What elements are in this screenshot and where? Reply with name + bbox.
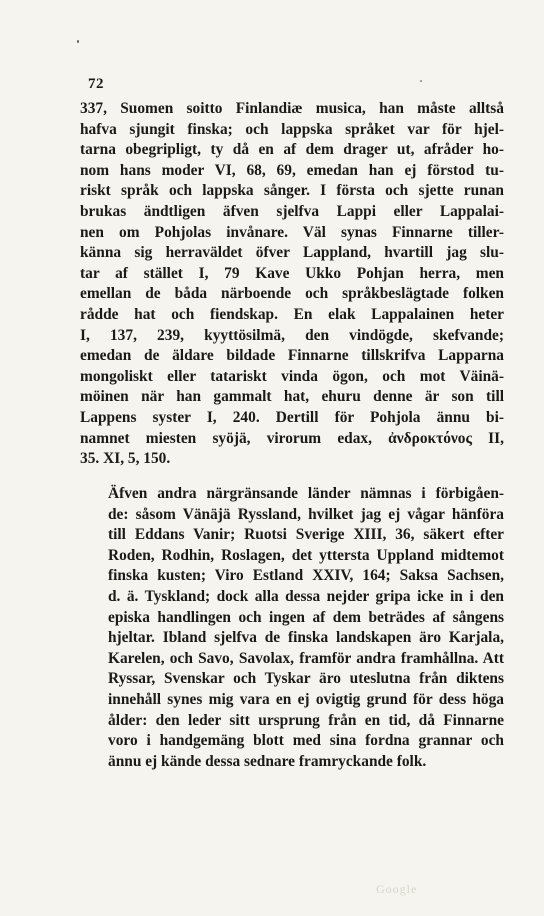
text-line: Ryssar, Svenskar och Tyskar äro uteslutna från diktens [108, 670, 504, 688]
text-line: emedan de äldare bildade Finnarne tillskrifva Lapparna [80, 347, 504, 365]
text-line: brukas ändtligen äfven sjelfva Lappi eller Lappalai- [80, 202, 504, 220]
text-line: mongoliskt eller tatariskt vinda ögon, och mot Väinä- [80, 367, 504, 385]
text-line: Äfven andra närgränsande länder nämnas i förbigåen- [108, 485, 504, 502]
paragraph-1 [80, 99, 504, 470]
text-line: tar af stället I, 79 Kave Ukko Pohjan herra, men [80, 264, 504, 282]
text-line: d. ä. Tyskland; dock alla dessa nejder gripa icke in i den [108, 587, 504, 605]
text-line: ålder: den leder sitt ursprung från en tid, då Finnarne [108, 711, 504, 729]
text-line: Karelen, och Savo, Savolax, framför andra framhållna. Att [108, 649, 504, 667]
text-line: tarna obegripligt, ty då en af dem drager ut, afråder ho- [80, 141, 504, 159]
text-line: I, 137, 239, kyyttösilmä, den vindögde, skefvande; [80, 326, 504, 344]
text-line: hjeltar. Ibland sjelfva de finska landskapen äro Karjala, [108, 629, 504, 647]
text-line: emellan de båda närboende och språkbeslägtade folken [80, 285, 504, 303]
text-line: hafva sjungit finska; och lappska språket var för hjel- [80, 120, 504, 138]
speck-mark [420, 80, 422, 82]
text-line: nom hans moder VI, 68, 69, emedan han ej förstod tu- [80, 161, 504, 179]
watermark: Google [376, 882, 418, 896]
text-line: möinen när han gammalt hat, ehuru denne är son till [80, 388, 504, 406]
text-line: rådde hat och fiendskap. En elak Lappalainen heter [80, 305, 504, 323]
text-line: till Eddans Vanir; Ruotsi Sverige XIII, 36, säkert efter [108, 526, 504, 544]
text-line: finska kusten; Viro Estland XXIV, 164; Saksa Sachsen, [108, 567, 504, 585]
text-line: 337, Suomen soitto Finlandiæ musica, han måste alltså [80, 100, 504, 117]
text-line: innehåll synes mig vara en ej ovigtig grund för dess höga [108, 690, 504, 708]
text-line: voro i handgemäng blott med sina fordna grannar och [108, 732, 504, 750]
paragraph-2 [80, 484, 504, 772]
text-line: namnet miesten syöjä, virorum edax, ἀνδροκτόνος II, [80, 429, 504, 447]
text-line: de: såsom Vänäjä Ryssland, hvilket jag ej vågar hänföra [108, 505, 504, 523]
speck-mark [77, 40, 79, 43]
text-line: Roden, Rodhin, Roslagen, det yttersta Uppland midtemot [108, 546, 504, 564]
text-line: ännu ej kände dessa sednare framryckande folk. [108, 752, 427, 770]
text-line: episka handlingen och ingen af dem beträdes af sångens [108, 608, 504, 626]
text-line: Lappens syster I, 240. Dertill för Pohjola ännu bi- [80, 408, 504, 426]
text-line: 35. XI, 5, 150. [80, 450, 171, 468]
text-line: nen om Pohjolas invånare. Väl synas Finnarne tiller- [80, 223, 504, 241]
text-line: riskt språk och lappska sånger. I första och sjette runan [80, 182, 504, 200]
page-number: 72 [88, 76, 104, 92]
text-line: känna sig herraväldet öfver Lappland, hvartill jag slu- [80, 244, 504, 262]
